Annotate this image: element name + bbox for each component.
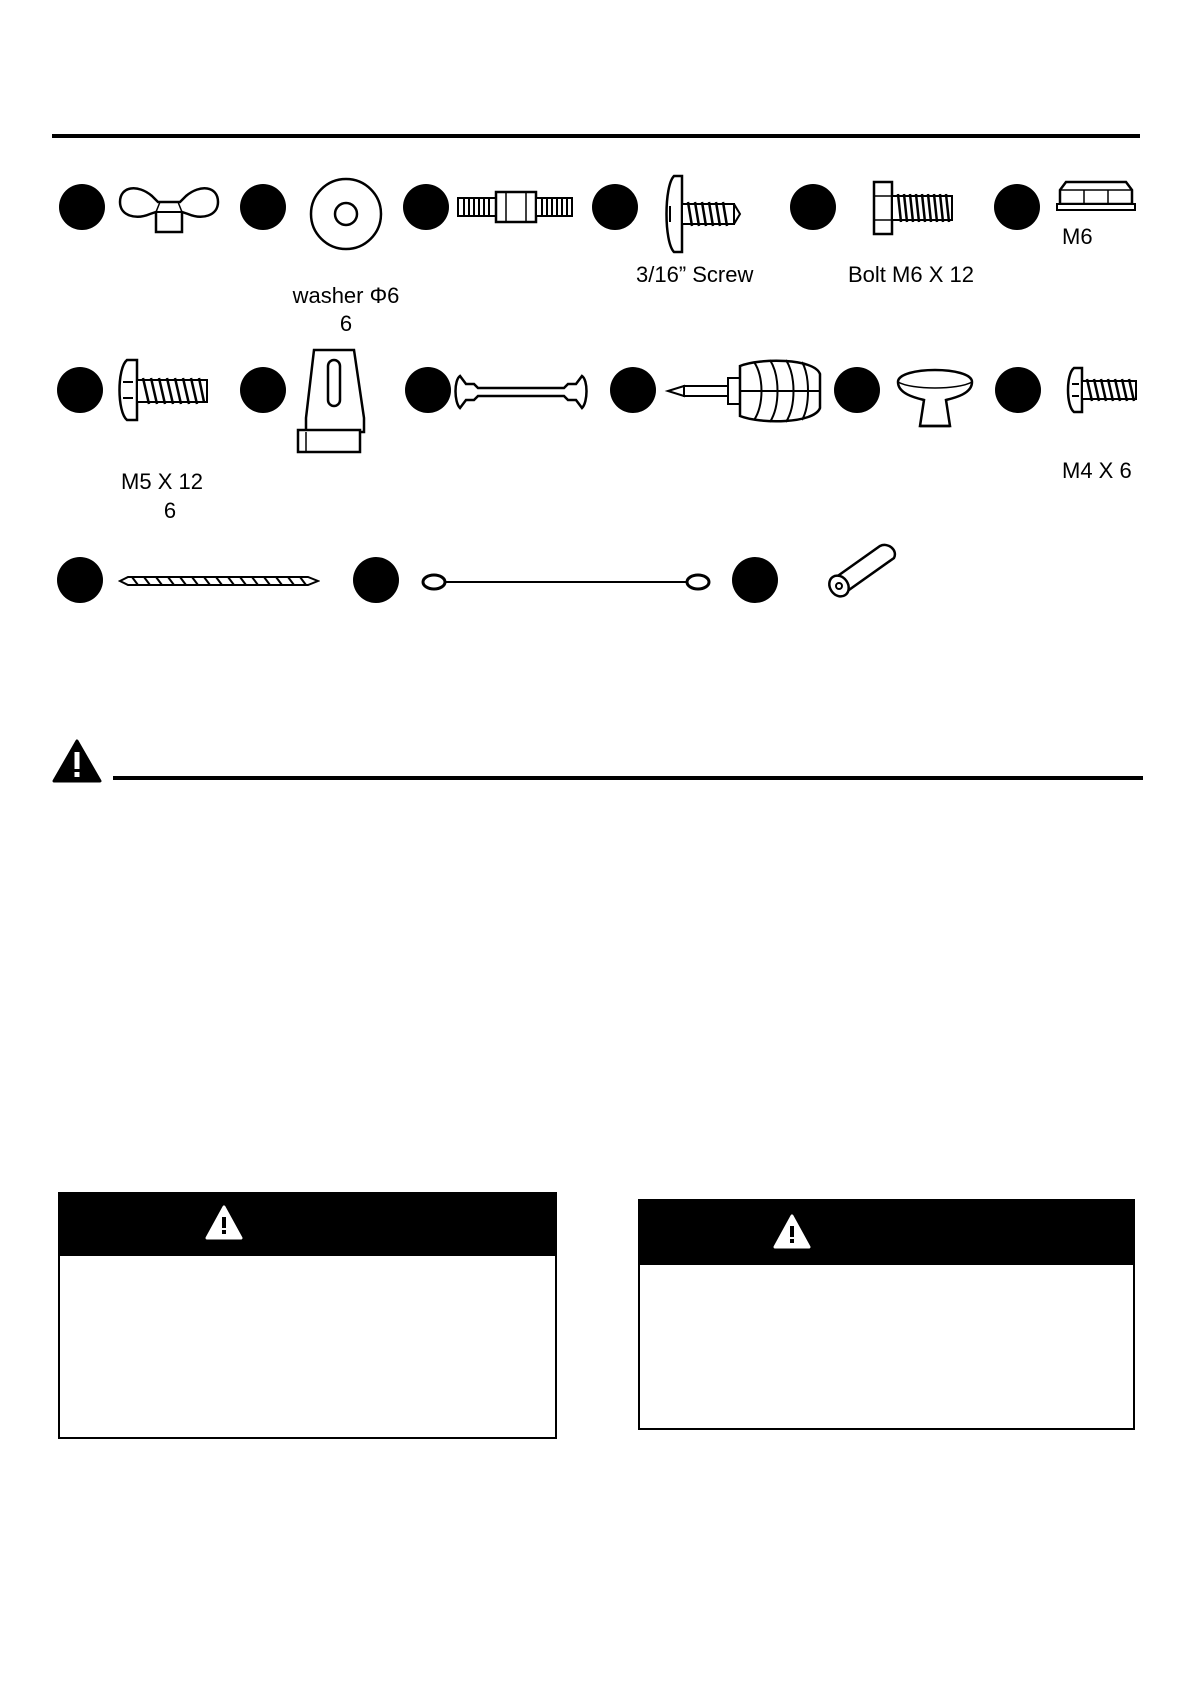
warning-box-left — [58, 1192, 557, 1439]
screw-m5-label: M5 X 12 — [121, 469, 203, 494]
part-bullet — [353, 557, 399, 603]
washer-qty: 6 — [339, 311, 353, 336]
screw-3-16-icon — [656, 172, 742, 256]
bracket-icon — [294, 346, 370, 458]
warning-triangle-icon — [772, 1213, 812, 1251]
nut-m6-icon — [1056, 178, 1136, 214]
part-bullet — [240, 367, 286, 413]
part-bullet — [834, 367, 880, 413]
warning-band — [640, 1201, 1133, 1265]
bolt-m6-icon — [870, 178, 956, 238]
part-bullet — [995, 367, 1041, 413]
part-bullet — [790, 184, 836, 230]
wrench-icon — [452, 370, 590, 414]
screw-m5-qty: 6 — [163, 498, 177, 523]
part-bullet — [57, 367, 103, 413]
wing-nut-icon — [116, 180, 222, 240]
washer-icon — [308, 176, 384, 252]
warning-triangle-icon — [52, 738, 102, 784]
knob-icon — [892, 360, 978, 434]
screwdriver-icon — [664, 356, 824, 426]
part-bullet — [240, 184, 286, 230]
part-bullet — [994, 184, 1040, 230]
drill-bit-icon — [118, 572, 320, 590]
warning-box-right — [638, 1199, 1135, 1430]
part-bullet — [610, 367, 656, 413]
part-bullet — [57, 557, 103, 603]
anchor-dowel-icon — [822, 540, 902, 602]
screw-m4-label: M4 X 6 — [1062, 458, 1132, 483]
coupling-bolt-icon — [456, 188, 576, 228]
warning-divider — [113, 776, 1143, 780]
part-bullet — [732, 557, 778, 603]
bolt-m6-label: Bolt M6 X 12 — [848, 262, 974, 287]
part-bullet — [403, 184, 449, 230]
warning-triangle-icon — [204, 1204, 244, 1242]
part-bullet — [592, 184, 638, 230]
wire-cable-icon — [420, 570, 712, 594]
part-bullet — [405, 367, 451, 413]
part-bullet — [59, 184, 105, 230]
screw-3-16-label: 3/16” Screw — [636, 262, 754, 287]
nut-m6-label: M6 — [1062, 224, 1093, 249]
top-divider — [52, 134, 1140, 138]
screw-m5-icon — [113, 356, 213, 424]
washer-label: washer Φ6 — [292, 283, 400, 308]
screw-m4-icon — [1064, 364, 1142, 416]
warning-band — [60, 1194, 555, 1256]
